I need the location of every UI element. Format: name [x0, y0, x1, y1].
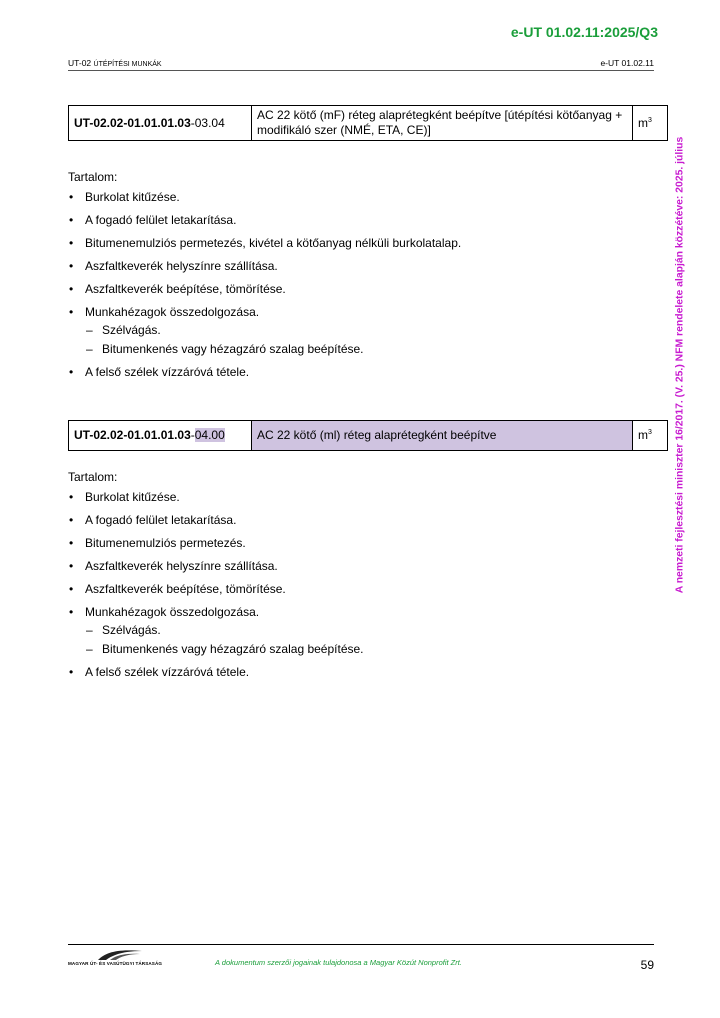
- item-description-1: AC 22 kötő (mF) réteg alaprétegként beépítve [útépítési kötőanyag + modifikáló szer (NMÉ, ETA, CE)]: [252, 106, 633, 141]
- item-code-suffix-1: -03.04: [190, 115, 225, 130]
- item-row-2: [69, 421, 668, 451]
- side-publication-note: [664, 100, 696, 630]
- content-title-1: Tartalom:: [68, 170, 118, 184]
- item-table-1: [68, 105, 668, 141]
- header-section-prefix: UT-02: [68, 58, 94, 68]
- side-publication-note-text: A nemzeti fejlesztési miniszter 16/2017. (V. 25.) NFM rendelete alapján közzétéve: 2025. július: [674, 136, 686, 594]
- road-logo-icon: [96, 948, 144, 962]
- header-document-id: e-UT 01.02.11: [600, 58, 654, 68]
- sub-list-1: [85, 323, 658, 357]
- list-item: • Burkolat kitűzése.: [68, 490, 658, 505]
- header-section-name: ÚTÉPÍTÉSI MUNKÁK: [93, 61, 162, 68]
- item-unit-2: [633, 421, 668, 451]
- footer-logo: [68, 948, 178, 970]
- page-header: [68, 58, 654, 71]
- list-item: • Aszfaltkeverék helyszínre szállítása.: [68, 559, 658, 574]
- item-row-1: [69, 106, 668, 141]
- item-unit-exponent-2: 3: [648, 429, 652, 436]
- list-item: • A felső szélek vízzáróvá tétele.: [68, 365, 658, 380]
- sub-list-item: – Bitumenkenés vagy hézagzáró szalag beépítése.: [85, 342, 658, 357]
- list-item: • A felső szélek vízzáróvá tétele.: [68, 665, 658, 680]
- item-unit-1: [633, 106, 668, 141]
- item-unit-base-2: m: [638, 428, 648, 442]
- item-code-1: [69, 106, 252, 141]
- footer-copyright: A dokumentum szerzői jogainak tulajdonosa a Magyar Közút Nonprofit Zrt.: [215, 958, 462, 967]
- content-block-1: [68, 170, 658, 388]
- item-code-highlight-2: 04.00: [194, 428, 225, 442]
- sub-list-2: [85, 623, 658, 657]
- sub-list-item: – Szélvágás.: [85, 323, 658, 338]
- item-description-2: AC 22 kötő (ml) réteg alaprétegként beépítve: [252, 421, 633, 451]
- list-item-text: Munkahézagok összedolgozása.: [85, 605, 260, 619]
- item-code-2: [69, 421, 252, 451]
- list-item: • A fogadó felület letakarítása.: [68, 213, 658, 228]
- list-item-text: Munkahézagok összedolgozása.: [85, 305, 260, 319]
- item-table-2: [68, 420, 668, 451]
- document-code: e-UT 01.02.11:2025/Q3: [510, 24, 658, 40]
- list-item: • Aszfaltkeverék helyszínre szállítása.: [68, 259, 658, 274]
- content-block-2: [68, 470, 658, 688]
- content-title-2: Tartalom:: [68, 470, 118, 484]
- list-item: • Bitumenemulziós permetezés.: [68, 536, 658, 551]
- page-number: 59: [640, 958, 654, 972]
- list-item: • Aszfaltkeverék beépítése, tömörítése.: [68, 582, 658, 597]
- item-unit-base-1: m: [638, 115, 648, 130]
- list-item: • Burkolat kitűzése.: [68, 190, 658, 205]
- sub-list-item: – Szélvágás.: [85, 623, 658, 638]
- item-unit-exponent-1: 3: [648, 116, 652, 124]
- item-code-bold-2: UT-02.02-01.01.01.03: [74, 428, 191, 442]
- sub-list-item: – Bitumenkenés vagy hézagzáró szalag beépítése.: [85, 642, 658, 657]
- item-code-bold-1: UT-02.02-01.01.01.03: [74, 115, 191, 130]
- list-item: • Aszfaltkeverék beépítése, tömörítése.: [68, 282, 658, 297]
- item-code-separator-2: -: [190, 428, 195, 442]
- content-list-2: [68, 490, 658, 680]
- content-list-1: [68, 190, 658, 380]
- footer-divider: [68, 944, 654, 945]
- list-item: • Bitumenemulziós permetezés, kivétel a kötőanyag nélküli burkolatalap.: [68, 236, 658, 251]
- list-item: [68, 605, 658, 657]
- list-item: • A fogadó felület letakarítása.: [68, 513, 658, 528]
- header-section-title: [68, 58, 162, 68]
- list-item: [68, 305, 658, 357]
- footer-logo-text: MAGYAR ÚT- ÉS VASÚTÜGYI TÁRSASÁG: [68, 961, 163, 966]
